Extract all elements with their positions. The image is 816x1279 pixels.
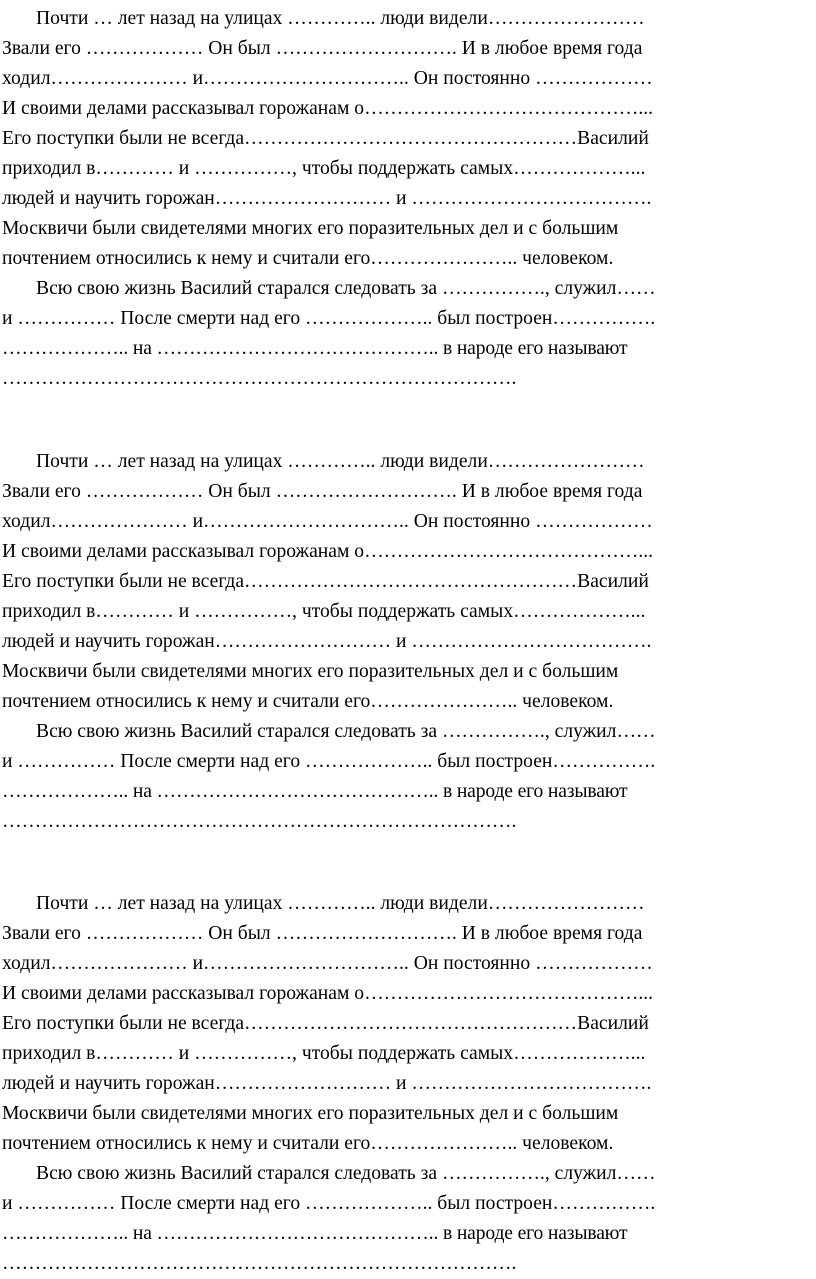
text-line: и …………… После смерти над его ……………….. был построен……………. <box>2 751 656 772</box>
text-line: ……………….. на …………………………………….. в народе его называют <box>2 1223 628 1244</box>
text-line: ходил………………… и………………………….. Он постоянно ……………… <box>2 68 653 89</box>
text-line: ……………………………………………………………………. <box>2 811 517 832</box>
text-line: ходил………………… и………………………….. Он постоянно ……………… <box>2 953 653 974</box>
text-line: приходил в………… и ……………, чтобы поддержать самых………………... <box>2 158 646 179</box>
text-line: И своими делами рассказывал горожанам о……………………………………... <box>2 98 654 119</box>
text-line: Его поступки были не всегда……………………………………………Василий <box>2 571 649 592</box>
text-line: ……………………………………………………………………. <box>2 368 517 389</box>
text-line: Всю свою жизнь Василий старался следовать за ……………., служил…… <box>36 721 656 742</box>
text-line: И своими делами рассказывал горожанам о……………………………………... <box>2 541 654 562</box>
text-line: почтением относились к нему и считали его………………….. человеком. <box>2 248 614 269</box>
text-line: Почти … лет назад на улицах ………….. люди видели…………………… <box>36 8 645 29</box>
text-line: ……………………………………………………………………. <box>2 1253 517 1274</box>
text-line: Звали его ……………… Он был ………………………. И в любое время года <box>2 481 643 502</box>
text-line: Почти … лет назад на улицах ………….. люди видели…………………… <box>36 893 645 914</box>
text-line: людей и научить горожан……………………… и ………………………………. <box>2 188 652 209</box>
text-line: почтением относились к нему и считали его………………….. человеком. <box>2 1133 614 1154</box>
text-line: Звали его ……………… Он был ………………………. И в любое время года <box>2 923 643 944</box>
text-line: приходил в………… и ……………, чтобы поддержать самых………………... <box>2 601 646 622</box>
text-line: И своими делами рассказывал горожанам о……………………………………... <box>2 983 654 1004</box>
text-line: ходил………………… и………………………….. Он постоянно ……………… <box>2 511 653 532</box>
text-line: Всю свою жизнь Василий старался следовать за ……………., служил…… <box>36 278 656 299</box>
text-line: и …………… После смерти над его ……………….. был построен……………. <box>2 308 656 329</box>
text-line: ……………….. на …………………………………….. в народе его называют <box>2 781 628 802</box>
worksheet-block-2 <box>2 447 814 837</box>
text-line: Его поступки были не всегда……………………………………………Василий <box>2 1013 649 1034</box>
worksheet-block-1 <box>2 4 814 394</box>
text-line: людей и научить горожан……………………… и ………………………………. <box>2 631 652 652</box>
text-line: людей и научить горожан……………………… и ………………………………. <box>2 1073 652 1094</box>
text-line: Москвичи были свидетелями многих его поразительных дел и с большим <box>2 661 619 682</box>
text-line: Почти … лет назад на улицах ………….. люди видели…………………… <box>36 451 645 472</box>
text-line: ……………….. на …………………………………….. в народе его называют <box>2 338 628 359</box>
text-line: и …………… После смерти над его ……………….. был построен……………. <box>2 1193 656 1214</box>
text-line: почтением относились к нему и считали его………………….. человеком. <box>2 691 614 712</box>
text-line: приходил в………… и ……………, чтобы поддержать самых………………... <box>2 1043 646 1064</box>
text-line: Всю свою жизнь Василий старался следовать за ……………., служил…… <box>36 1163 656 1184</box>
text-line: Москвичи были свидетелями многих его поразительных дел и с большим <box>2 1103 619 1124</box>
text-line: Его поступки были не всегда……………………………………………Василий <box>2 128 649 149</box>
text-line: Москвичи были свидетелями многих его поразительных дел и с большим <box>2 218 619 239</box>
text-line: Звали его ……………… Он был ………………………. И в любое время года <box>2 38 643 59</box>
worksheet-block-3 <box>2 889 814 1279</box>
